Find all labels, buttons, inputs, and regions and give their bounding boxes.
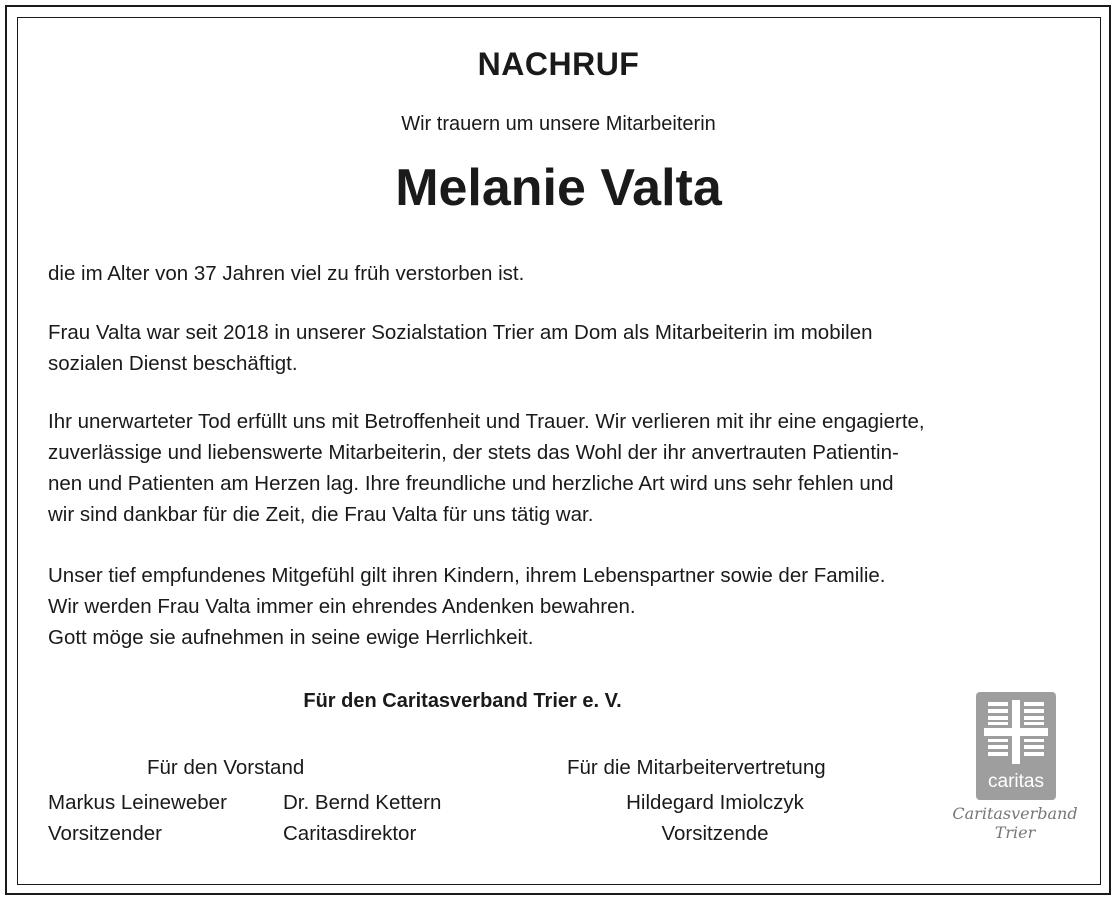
signer-block	[560, 787, 870, 849]
logo-subtitle-line: Trier	[994, 823, 1036, 842]
group-label-board: Für den Vorstand	[147, 756, 305, 779]
paragraph-age	[48, 258, 1088, 289]
signer-block	[48, 787, 227, 849]
text-line: wir sind dankbar für die Zeit, die Frau Valta für uns tätig war.	[48, 503, 594, 526]
caritas-logo	[950, 692, 1080, 852]
group-label-staff-council: Für die Mitarbeitervertretung	[567, 756, 826, 779]
paragraph-condolence	[48, 560, 1088, 653]
text-line: nen und Patienten am Herzen lag. Ihre freundliche und herzliche Art wird uns sehr fehlen und	[48, 472, 894, 495]
signer-role: Vorsitzende	[661, 822, 769, 845]
signer-block	[283, 787, 441, 849]
text-line: zuverlässige und liebenswerte Mitarbeiterin, der stets das Wohl der ihr anvertrauten Patientin-	[48, 441, 899, 464]
caritas-cross-icon	[976, 692, 1056, 772]
signer-name: Hildegard Imiolczyk	[626, 791, 804, 814]
organization-line: Für den Caritasverband Trier e. V.	[303, 690, 622, 712]
logo-wordmark: caritas	[988, 771, 1044, 792]
logo-subtitle	[950, 804, 1080, 842]
text-line: die im Alter von 37 Jahren viel zu früh verstorben ist.	[48, 262, 525, 285]
signer-role: Caritasdirektor	[283, 822, 417, 845]
notice-title: NACHRUF	[477, 46, 640, 82]
signer-role: Vorsitzender	[48, 822, 162, 845]
text-line: Unser tief empfundenes Mitgefühl gilt ihren Kindern, ihrem Lebenspartner sowie der Familie.	[48, 564, 886, 587]
text-line: Wir werden Frau Valta immer ein ehrendes Andenken bewahren.	[48, 595, 636, 618]
logo-badge	[976, 692, 1056, 800]
text-line: Gott möge sie aufnehmen in seine ewige Herrlichkeit.	[48, 626, 534, 649]
paragraph-tribute	[48, 406, 1088, 530]
deceased-name: Melanie Valta	[395, 159, 722, 217]
notice-intro: Wir trauern um unsere Mitarbeiterin	[401, 113, 716, 135]
text-line: sozialen Dienst beschäftigt.	[48, 352, 298, 375]
text-line: Ihr unerwarteter Tod erfüllt uns mit Betroffenheit und Trauer. Wir verlieren mit ihr eine engagierte,	[48, 410, 925, 433]
logo-subtitle-line: Caritasverband	[952, 804, 1078, 823]
paragraph-employment	[48, 317, 1088, 379]
text-line: Frau Valta war seit 2018 in unserer Sozialstation Trier am Dom als Mitarbeiterin im mobilen	[48, 321, 873, 344]
signer-name: Dr. Bernd Kettern	[283, 791, 442, 814]
signer-name: Markus Leineweber	[48, 791, 227, 814]
